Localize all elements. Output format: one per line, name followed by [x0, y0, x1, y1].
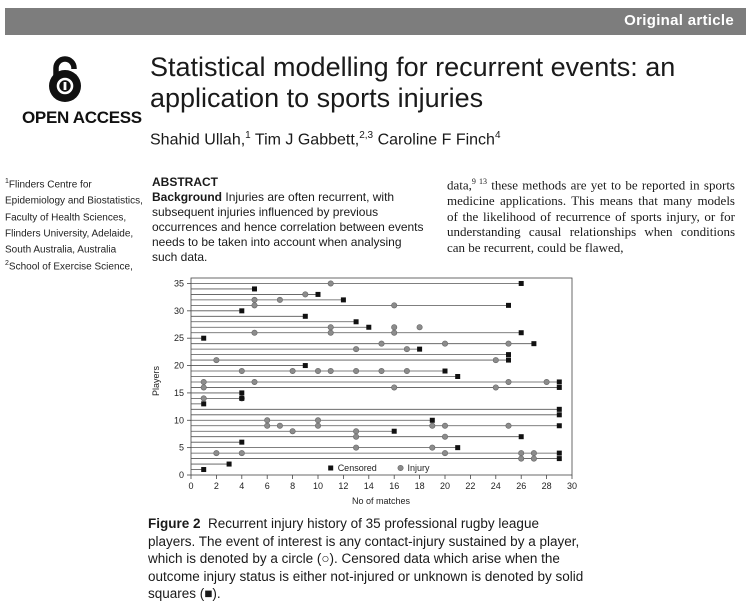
recurrent-injury-chart — [145, 270, 585, 510]
censored-point — [557, 456, 562, 461]
x-tick-label: 10 — [312, 481, 324, 491]
injury-point — [442, 450, 447, 455]
injury-point — [353, 434, 358, 439]
injury-point — [328, 281, 333, 286]
injury-point — [506, 379, 511, 384]
injury-point — [392, 385, 397, 390]
injury-point — [353, 368, 358, 373]
censored-point — [455, 445, 460, 450]
injury-point — [252, 379, 257, 384]
open-access-label: OPEN ACCESS — [22, 108, 142, 127]
injury-point — [506, 341, 511, 346]
injury-point — [239, 368, 244, 373]
x-tick-label: 20 — [439, 481, 451, 491]
injury-point — [252, 330, 257, 335]
body-text-prefix: data, — [447, 177, 472, 193]
figure-caption — [148, 515, 588, 603]
x-tick-label: 18 — [414, 481, 425, 491]
injury-point — [430, 423, 435, 428]
abstract-background — [152, 190, 427, 265]
legend-injury-label: Injury — [407, 463, 430, 473]
legend-censored-marker — [328, 466, 333, 471]
x-axis-label: No of matches — [351, 496, 411, 506]
y-tick-label: 20 — [173, 360, 184, 371]
injury-point — [265, 423, 270, 428]
x-tick-label: 24 — [490, 481, 501, 491]
injury-point — [201, 379, 206, 384]
censored-point — [557, 407, 562, 412]
x-tick-label: 22 — [465, 481, 476, 491]
injury-point — [353, 429, 358, 434]
body-text-column — [447, 174, 735, 255]
x-tick-label: 12 — [338, 481, 349, 491]
reference-citation[interactable]: 9 13 — [471, 177, 487, 186]
injury-point — [519, 450, 524, 455]
injury-point — [265, 418, 270, 423]
censored-point — [443, 369, 448, 374]
y-tick-label: 0 — [178, 470, 184, 480]
censored-point — [557, 451, 562, 456]
injury-point — [201, 385, 206, 390]
open-access-lock-icon — [40, 54, 90, 104]
injury-point — [353, 346, 358, 351]
injury-point — [315, 368, 320, 373]
article-title: Statistical modelling for recurrent events: an application to sports injuries — [150, 52, 676, 113]
injury-point — [404, 368, 409, 373]
injury-point — [214, 357, 219, 362]
injury-point — [506, 423, 511, 428]
y-tick-label: 10 — [173, 415, 184, 426]
author-name[interactable]: Tim J Gabbett, — [254, 131, 360, 149]
injury-point — [493, 385, 498, 390]
censored-point — [201, 336, 206, 341]
injury-point — [404, 346, 409, 351]
affiliation-line: $^1$Flinders Centre for — [5, 178, 92, 191]
injury-point — [353, 445, 358, 450]
x-tick-label: 26 — [516, 481, 527, 491]
injury-point — [315, 418, 320, 423]
censored-point — [519, 330, 524, 335]
x-tick-label: 6 — [264, 481, 270, 491]
x-tick-label: 2 — [213, 481, 219, 491]
injury-point — [252, 303, 257, 308]
injury-point — [277, 423, 282, 428]
injury-point — [315, 423, 320, 428]
y-tick-label: 5 — [178, 442, 184, 453]
censored-point — [201, 467, 206, 472]
author-affiliation-ref: 2,3 — [359, 130, 374, 141]
censored-point — [557, 412, 562, 417]
censored-point — [239, 390, 244, 395]
injury-point — [442, 423, 447, 428]
article-type-banner — [5, 8, 746, 35]
injury-point — [252, 297, 257, 302]
injury-point — [379, 368, 384, 373]
legend-censored-label: Censored — [337, 463, 377, 473]
injury-point — [442, 434, 447, 439]
y-axis-label: Players — [151, 365, 161, 397]
injury-point — [417, 325, 422, 330]
abstract-background-text: Injuries are often recurrent, with subsequent injuries influenced by previous occurrences and hence correlation between events needs to be taken into account when analysing such data. — [152, 190, 424, 264]
injury-point — [303, 292, 308, 297]
plot-area — [174, 278, 577, 491]
injury-point — [544, 379, 549, 384]
censored-point — [239, 440, 244, 445]
censored-point — [341, 297, 346, 302]
injury-point — [531, 450, 536, 455]
affiliation-line: Flinders University, Adelaide, — [5, 228, 134, 240]
censored-point — [366, 325, 371, 330]
censored-point — [417, 347, 422, 352]
injury-point — [328, 325, 333, 330]
injury-point — [392, 330, 397, 335]
censored-point — [531, 341, 536, 346]
injury-point — [531, 456, 536, 461]
abstract-heading: ABSTRACT — [152, 175, 218, 189]
injury-point — [519, 456, 524, 461]
injury-point — [239, 450, 244, 455]
figure-caption-text: Recurrent injury history of 35 professional rugby league players. The event of interest is any contact-injury sustained by a player, which is denoted by a circle (○). Censored data which arise when the outcome injury status is either not-injured or unknown is denoted by solid squares (■). — [148, 516, 584, 601]
censored-point — [506, 352, 511, 357]
injury-point — [392, 303, 397, 308]
author-list — [150, 130, 501, 149]
injury-point — [201, 396, 206, 401]
affiliation-line: South Australia, Australia — [5, 244, 117, 256]
censored-point — [303, 314, 308, 319]
injury-point — [290, 368, 295, 373]
censored-point — [316, 292, 321, 297]
censored-point — [303, 363, 308, 368]
x-tick-label: 8 — [290, 481, 296, 491]
injury-point — [328, 330, 333, 335]
censored-point — [252, 286, 257, 291]
censored-point — [227, 462, 232, 467]
censored-point — [430, 418, 435, 423]
affiliation-line: Epidemiology and Biostatistics, — [5, 195, 143, 207]
censored-point — [354, 319, 359, 324]
injury-point — [277, 297, 282, 302]
injury-point — [392, 325, 397, 330]
censored-point — [519, 434, 524, 439]
injury-point — [290, 429, 295, 434]
figure-label: Figure 2 — [148, 516, 201, 531]
y-tick-label: 15 — [173, 387, 184, 398]
x-tick-label: 0 — [188, 481, 194, 491]
article-type-label: Original article — [624, 12, 734, 29]
body-text: these methods are yet to be reported in sports medicine applications. This means that many models of the likelihood of recurrence of sports injury, or for understanding causal relationships when conditions can be recurrent, could be flawed, — [447, 177, 735, 255]
censored-point — [557, 385, 562, 390]
censored-point — [557, 423, 562, 428]
x-tick-label: 14 — [363, 481, 374, 491]
censored-point — [201, 401, 206, 406]
injury-point — [214, 450, 219, 455]
x-tick-label: 30 — [566, 481, 578, 491]
censored-point — [506, 303, 511, 308]
injury-point — [328, 368, 333, 373]
author-affiliation-ref: 4 — [494, 130, 501, 141]
censored-point — [392, 429, 397, 434]
affiliations — [5, 175, 145, 273]
censored-point — [455, 374, 460, 379]
author-affiliation-ref: 1 — [245, 130, 251, 141]
injury-point — [442, 341, 447, 346]
affiliation-line: $^2$School of Exercise Science, — [5, 259, 133, 272]
y-tick-label: 30 — [173, 305, 184, 316]
censored-point — [519, 281, 524, 286]
y-tick-label: 35 — [173, 278, 184, 289]
abstract-background-label: Background — [152, 190, 223, 204]
affiliation-line: Faculty of Health Sciences, — [5, 211, 127, 223]
legend-injury-marker — [398, 465, 403, 470]
y-tick-label: 25 — [173, 333, 184, 344]
author-name[interactable]: Shahid Ullah, — [150, 131, 246, 149]
injury-point — [493, 357, 498, 362]
x-tick-label: 4 — [239, 481, 245, 491]
censored-point — [239, 308, 244, 313]
censored-point — [506, 358, 511, 363]
author-name[interactable]: Caroline F Finch — [377, 131, 495, 149]
injury-point — [379, 341, 384, 346]
x-tick-label: 16 — [389, 481, 400, 491]
censored-point — [239, 396, 244, 401]
x-tick-label: 28 — [541, 481, 552, 491]
injury-point — [430, 445, 435, 450]
censored-point — [557, 379, 562, 384]
